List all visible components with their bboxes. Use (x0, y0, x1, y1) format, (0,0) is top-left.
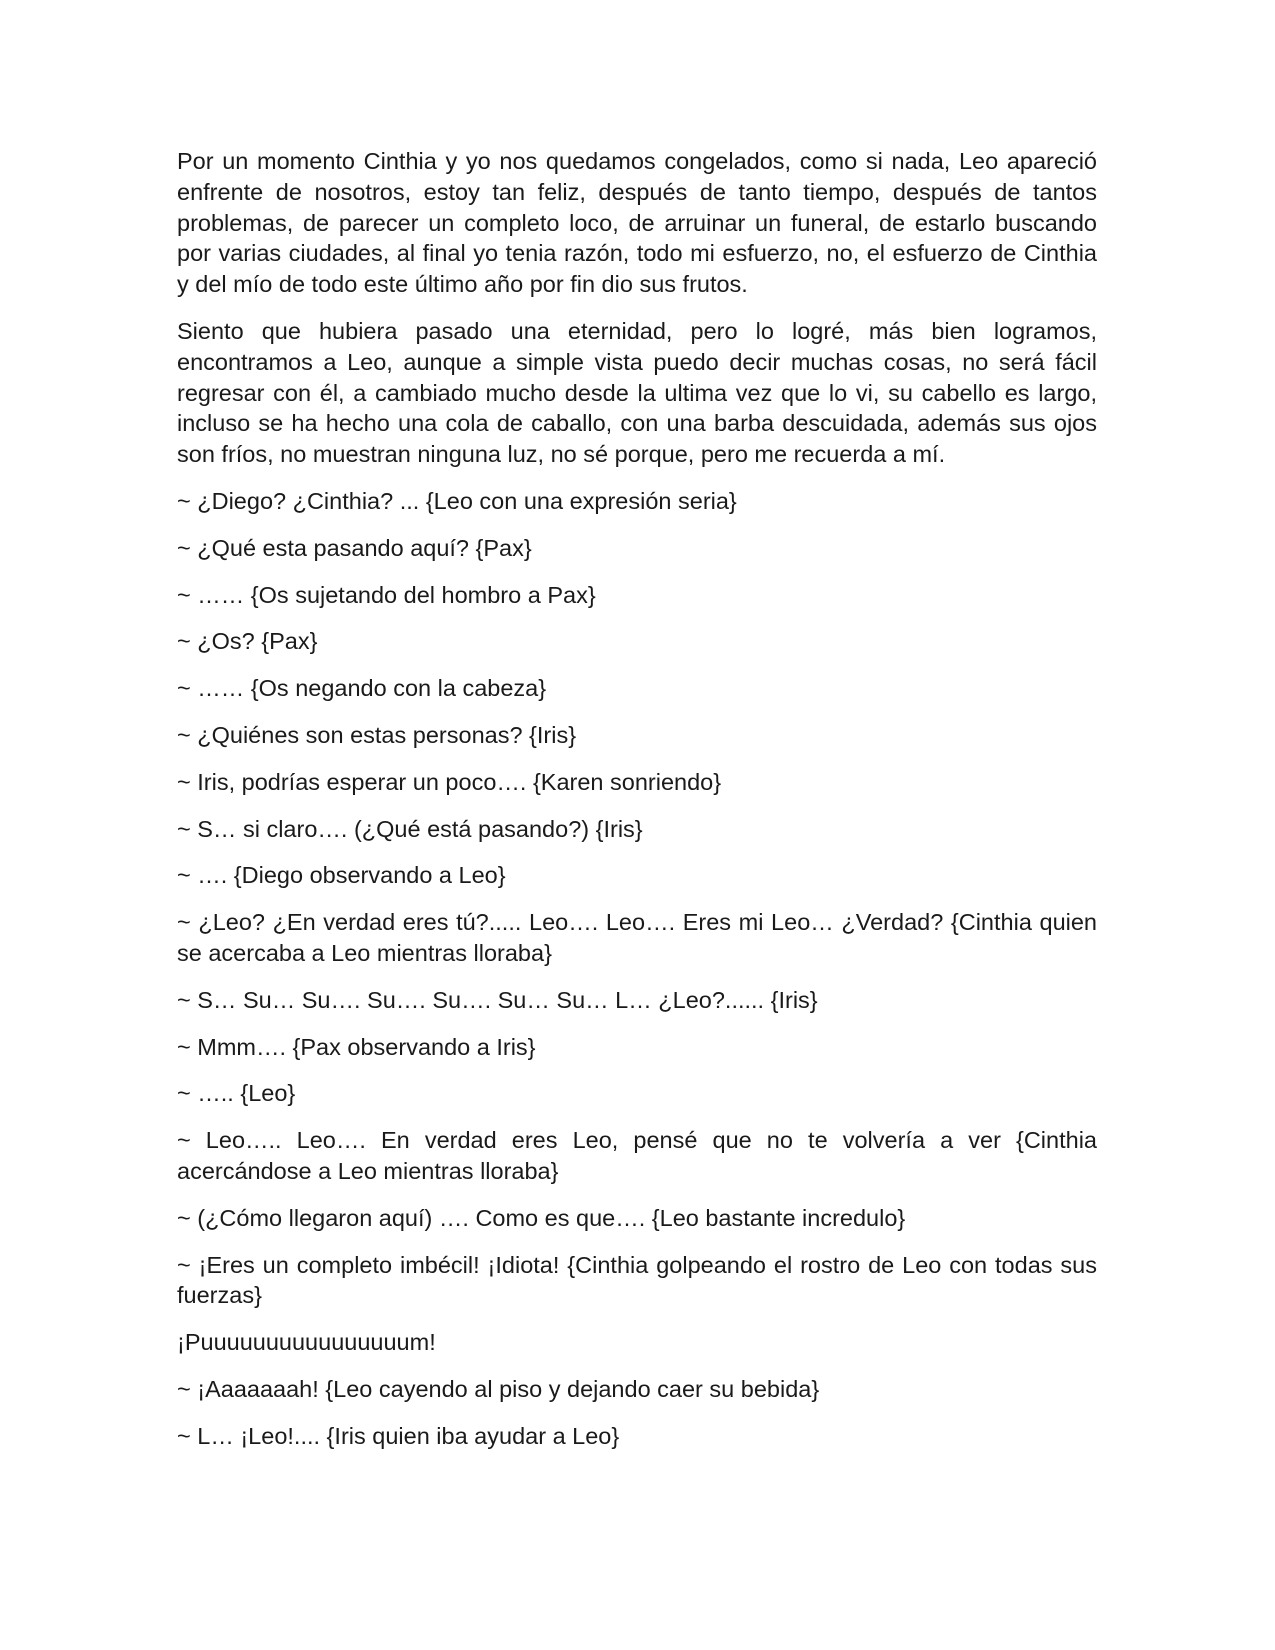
dialogue-line: ~ L… ¡Leo!.... {Iris quien iba ayudar a Leo} (177, 1422, 620, 1449)
dialogue-line: ~ S… Su… Su…. Su…. Su…. Su… Su… L… ¿Leo?...... {Iris} (177, 986, 818, 1013)
narrative-paragraph: Siento que hubiera pasado una eternidad, pero lo logré, más bien logramos, encontramos a Leo, aunque a simple vista puedo decir muchas cosas, no será fácil regresar con él, a cambiado mucho desde la ultima vez que lo vi, su cabello es largo, incluso se ha hecho una cola de caballo, con una barba descuidada, además sus ojos son fríos, no muestran ninguna luz, no sé porque, pero me recuerda a mí. (177, 317, 1097, 468)
dialogue-line: ~ ¿Os? {Pax} (177, 628, 318, 655)
dialogue-line: ~ ¡Aaaaaaah! {Leo cayendo al piso y dejando caer su bebida} (177, 1375, 820, 1402)
dialogue-line: ~ ¿Qué esta pasando aquí? {Pax} (177, 534, 532, 561)
dialogue-line: ~ ….. {Leo} (177, 1080, 296, 1107)
dialogue-line: ~ …. {Diego observando a Leo} (177, 862, 506, 889)
dialogue-line: ~ Leo….. Leo…. En verdad eres Leo, pensé que no te volvería a ver {Cinthia acercándose a Leo mientras lloraba} (177, 1127, 1097, 1184)
dialogue-line: ~ Mmm…. {Pax observando a Iris} (177, 1033, 536, 1060)
document-page (177, 146, 1097, 1452)
sound-effect-line: ¡Puuuuuuuuuuuuuuuum! (177, 1329, 436, 1356)
dialogue-line: ~ …… {Os sujetando del hombro a Pax} (177, 581, 596, 608)
dialogue-line: ~ …… {Os negando con la cabeza} (177, 675, 547, 702)
dialogue-line: ~ Iris, podrías esperar un poco…. {Karen sonriendo} (177, 768, 722, 795)
dialogue-line: ~ ¡Eres un completo imbécil! ¡Idiota! {Cinthia golpeando el rostro de Leo con todas sus fuerzas} (177, 1251, 1097, 1309)
narrative-paragraph: Por un momento Cinthia y yo nos quedamos congelados, como si nada, Leo apareció enfrente de nosotros, estoy tan feliz, después de tanto tiempo, después de tantos problemas, de parecer un completo loco, de arruinar un funeral, de estarlo buscando por varias ciudades, al final yo tenia razón, todo mi esfuerzo, no, el esfuerzo de Cinthia y del mío de todo este último año por fin dio sus frutos. (177, 148, 1097, 298)
dialogue-line: ~ S… si claro…. (¿Qué está pasando?) {Iris} (177, 815, 643, 842)
dialogue-line: ~ ¿Leo? ¿En verdad eres tú?..... Leo…. Leo…. Eres mi Leo… ¿Verdad? {Cinthia quien se acercaba a Leo mientras lloraba} (177, 909, 1097, 966)
dialogue-line: ~ ¿Diego? ¿Cinthia? ... {Leo con una expresión seria} (177, 487, 737, 514)
dialogue-line: ~ (¿Cómo llegaron aquí) …. Como es que…. {Leo bastante incredulo} (177, 1204, 906, 1231)
dialogue-line: ~ ¿Quiénes son estas personas? {Iris} (177, 721, 577, 748)
